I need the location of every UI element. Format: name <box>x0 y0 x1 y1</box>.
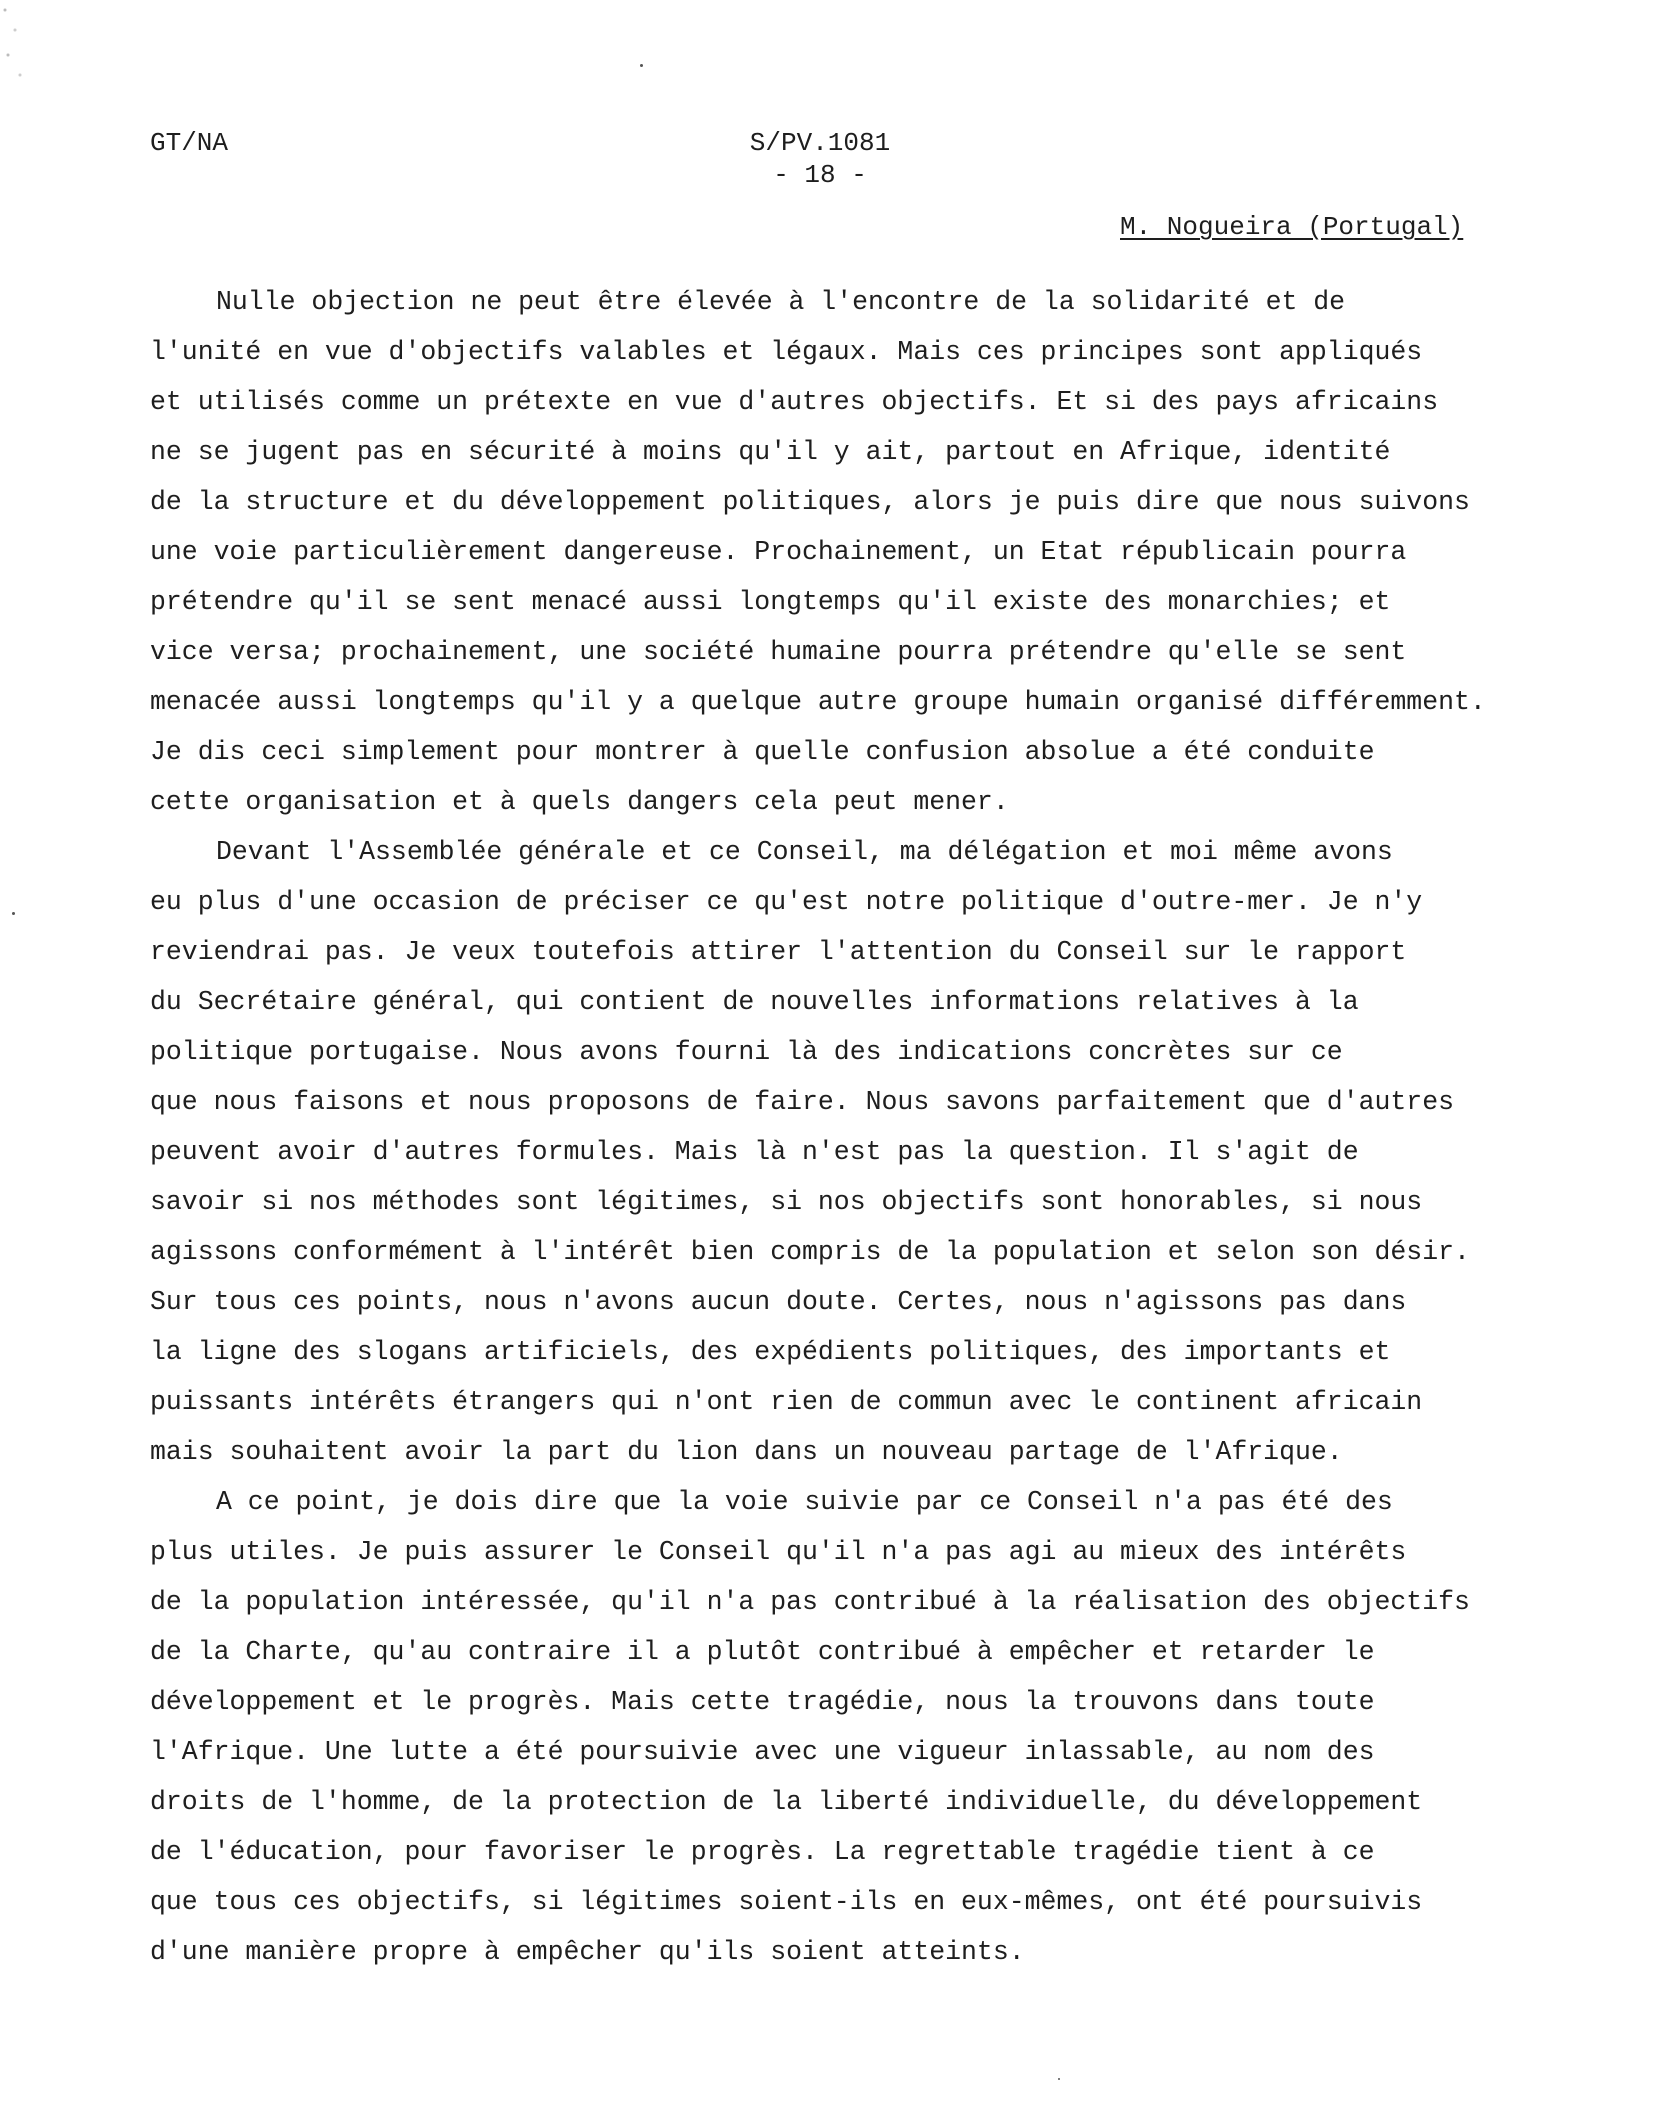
text-line: une voie particulièrement dangereuse. Prochainement, un Etat républicain pourra <box>150 537 1407 567</box>
text-line: l'Afrique. Une lutte a été poursuivie avec une vigueur inlassable, au nom des <box>150 1737 1375 1767</box>
text-line: de la population intéressée, qu'il n'a pas contribué à la réalisation des objectifs <box>150 1587 1470 1617</box>
text-line: de la Charte, qu'au contraire il a plutôt contribué à empêcher et retarder le <box>150 1637 1375 1667</box>
text-line: du Secrétaire général, qui contient de nouvelles informations relatives à la <box>150 987 1359 1017</box>
text-line: droits de l'homme, de la protection de la liberté individuelle, du développement <box>150 1787 1423 1817</box>
text-line: cette organisation et à quels dangers cela peut mener. <box>150 787 1009 817</box>
paragraph <box>150 827 1540 1477</box>
text-line: Sur tous ces points, nous n'avons aucun doute. Certes, nous n'agissons pas dans <box>150 1287 1407 1317</box>
text-line: prétendre qu'il se sent menacé aussi longtemps qu'il existe des monarchies; et <box>150 587 1391 617</box>
text-line: ne se jugent pas en sécurité à moins qu'il y ait, partout en Afrique, identité <box>150 437 1391 467</box>
page-number: - 18 - <box>773 160 867 190</box>
speaker-name: M. Nogueira (Portugal) <box>1120 212 1464 242</box>
paragraph <box>150 1477 1540 1977</box>
text-line: agissons conformément à l'intérêt bien compris de la population et selon son désir. <box>150 1237 1470 1267</box>
text-line: de la structure et du développement politiques, alors je puis dire que nous suivons <box>150 487 1470 517</box>
scan-speck <box>640 64 643 67</box>
text-line: et utilisés comme un prétexte en vue d'autres objectifs. Et si des pays africains <box>150 387 1439 417</box>
text-line: menacée aussi longtemps qu'il y a quelque autre groupe humain organisé différemment. <box>150 687 1486 717</box>
text-line: la ligne des slogans artificiels, des expédients politiques, des importants et <box>150 1337 1391 1367</box>
text-line: vice versa; prochainement, une société humaine pourra prétendre qu'elle se sent <box>150 637 1407 667</box>
scan-speck <box>12 912 15 915</box>
scan-speck <box>1058 2078 1060 2080</box>
text-line: eu plus d'une occasion de préciser ce qu'est notre politique d'outre-mer. Je n'y <box>150 887 1423 917</box>
text-line: mais souhaitent avoir la part du lion dans un nouveau partage de l'Afrique. <box>150 1437 1343 1467</box>
text-line: politique portugaise. Nous avons fourni là des indications concrètes sur ce <box>150 1037 1343 1067</box>
text-line: d'une manière propre à empêcher qu'ils soient atteints. <box>150 1937 1025 1967</box>
text-line: Nulle objection ne peut être élevée à l'encontre de la solidarité et de <box>216 287 1346 317</box>
text-line: de l'éducation, pour favoriser le progrès. La regrettable tragédie tient à ce <box>150 1837 1375 1867</box>
text-line: que tous ces objectifs, si légitimes soient-ils en eux-mêmes, ont été poursuivis <box>150 1887 1423 1917</box>
text-line: reviendrai pas. Je veux toutefois attirer l'attention du Conseil sur le rapport <box>150 937 1407 967</box>
text-line: plus utiles. Je puis assurer le Conseil qu'il n'a pas agi au mieux des intérêts <box>150 1537 1407 1567</box>
text-line: A ce point, je dois dire que la voie suivie par ce Conseil n'a pas été des <box>216 1487 1393 1517</box>
paragraph <box>150 277 1540 827</box>
text-line: développement et le progrès. Mais cette tragédie, nous la trouvons dans toute <box>150 1687 1375 1717</box>
text-line: Devant l'Assemblée générale et ce Conseil, ma délégation et moi même avons <box>216 837 1393 867</box>
text-line: l'unité en vue d'objectifs valables et légaux. Mais ces principes sont appliqués <box>150 337 1423 367</box>
text-line: peuvent avoir d'autres formules. Mais là n'est pas la question. Il s'agit de <box>150 1137 1359 1167</box>
text-line: savoir si nos méthodes sont légitimes, si nos objectifs sont honorables, si nous <box>150 1187 1423 1217</box>
text-line: que nous faisons et nous proposons de faire. Nous savons parfaitement que d'autres <box>150 1087 1455 1117</box>
document-reference: GT/NA <box>150 128 229 158</box>
body-text <box>150 277 1540 1977</box>
scan-noise <box>0 0 40 100</box>
text-line: Je dis ceci simplement pour montrer à quelle confusion absolue a été conduite <box>150 737 1375 767</box>
text-line: puissants intérêts étrangers qui n'ont rien de commun avec le continent africain <box>150 1387 1423 1417</box>
document-symbol: S/PV.1081 <box>749 128 891 158</box>
